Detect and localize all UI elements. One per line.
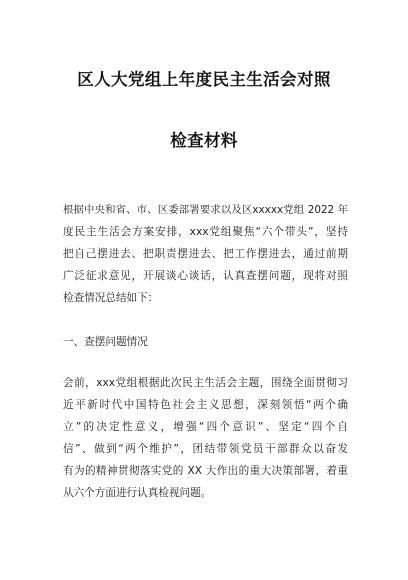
paragraph-2-line-6: 从六个方面进行认真检视问题。 [63, 487, 212, 499]
paragraph-1-line-3: 把自己摆进去、把职责摆进去、把工作摆进去，通过前期 [63, 248, 348, 260]
paragraph-1-line-4: 广泛征求意见，开展谈心谈话，认真查摆问题，现将对照 [63, 270, 348, 282]
document-title: 区人大党组上年度民主生活会对照 [77, 70, 331, 89]
paragraph-2-line-4: 信”、做到“两个维护”，团结带领党员干部群众以奋发 [63, 443, 348, 455]
paragraph-1-line-5: 检查情况总结如下： [63, 292, 159, 304]
paragraph-1-line-1: 根据中央和省、市、区委部署要求以及区xxxxx党组 2022 年 [63, 204, 348, 216]
paragraph-2-line-3: 立”的决定性意义，增强“四个意识”、坚定“四个自 [63, 421, 348, 433]
paragraph-1-line-2: 度民主生活会方案安排，xxx党组聚焦“六个带头”，坚持 [63, 226, 348, 238]
section-heading: 一、查摆问题情况 [63, 336, 148, 348]
paragraph-2-line-1: 会前，xxx党组根据此次民主生活会主题，围绕全面贯彻习 [63, 377, 348, 389]
paragraph-2-line-2: 近平新时代中国特色社会主义思想，深刻领悟“两个确 [63, 399, 348, 411]
paragraph-2-line-5: 有为的精神贯彻落实党的 XX 大作出的重大决策部署，着重 [63, 465, 348, 477]
document-subtitle: 检查材料 [170, 131, 238, 150]
